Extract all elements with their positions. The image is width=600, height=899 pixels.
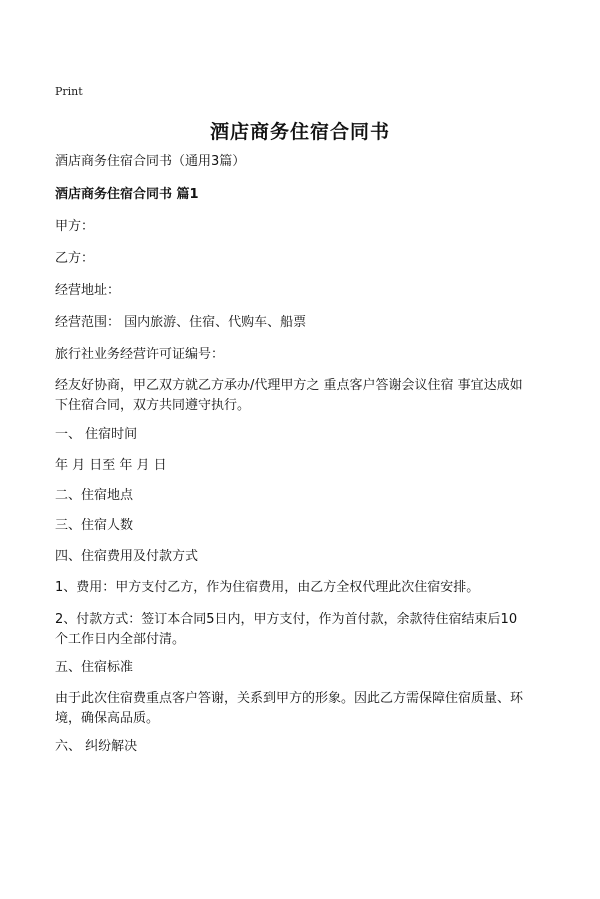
clause-5-line-2: 境，确保高品质。 (55, 711, 160, 726)
clause-4-item-1: 1、费用：甲方支付乙方，作为住宿费用，由乙方全权代理此次住宿安排。 (55, 580, 480, 595)
clause-1-body: 年 月 日至 年 月 日 (55, 458, 167, 473)
intro-paragraph-line-1: 经友好协商，甲乙双方就乙方承办/代理甲方之 重点客户答谢会议住宿 事宜达成如 (55, 378, 523, 393)
clause-3-heading: 三、住宿人数 (55, 518, 134, 533)
document-title: 酒店商务住宿合同书 (209, 121, 390, 143)
license-number-field: 旅行社业务经营许可证编号： (55, 347, 225, 362)
intro-paragraph-line-2: 下住宿合同，双方共同遵守执行。 (55, 398, 251, 413)
clause-6-heading: 六、 纠纷解决 (55, 739, 138, 754)
clause-4-heading: 四、住宿费用及付款方式 (55, 549, 199, 564)
party-b-field: 乙方： (55, 251, 95, 266)
clause-1-heading: 一、 住宿时间 (55, 427, 138, 442)
document-subtitle: 酒店商务住宿合同书（通用3篇） (55, 154, 246, 169)
business-address-field: 经营地址： (55, 283, 121, 298)
section-heading: 酒店商务住宿合同书 篇1 (55, 187, 199, 202)
party-a-field: 甲方： (55, 219, 95, 234)
business-scope-field: 经营范围： 国内旅游、住宿、代购车、船票 (55, 315, 307, 330)
clause-2-heading: 二、住宿地点 (55, 488, 134, 503)
clause-4-item-2-line-1: 2、付款方式：签订本合同5日内，甲方支付，作为首付款，余款待住宿结束后10 (55, 612, 518, 627)
clause-5-heading: 五、住宿标准 (55, 660, 134, 675)
clause-4-item-2-line-2: 个工作日内全部付清。 (55, 632, 186, 647)
clause-5-line-1: 由于此次住宿费重点客户答谢，关系到甲方的形象。因此乙方需保障住宿质量、环 (55, 691, 524, 706)
print-link[interactable]: Print (55, 85, 83, 98)
